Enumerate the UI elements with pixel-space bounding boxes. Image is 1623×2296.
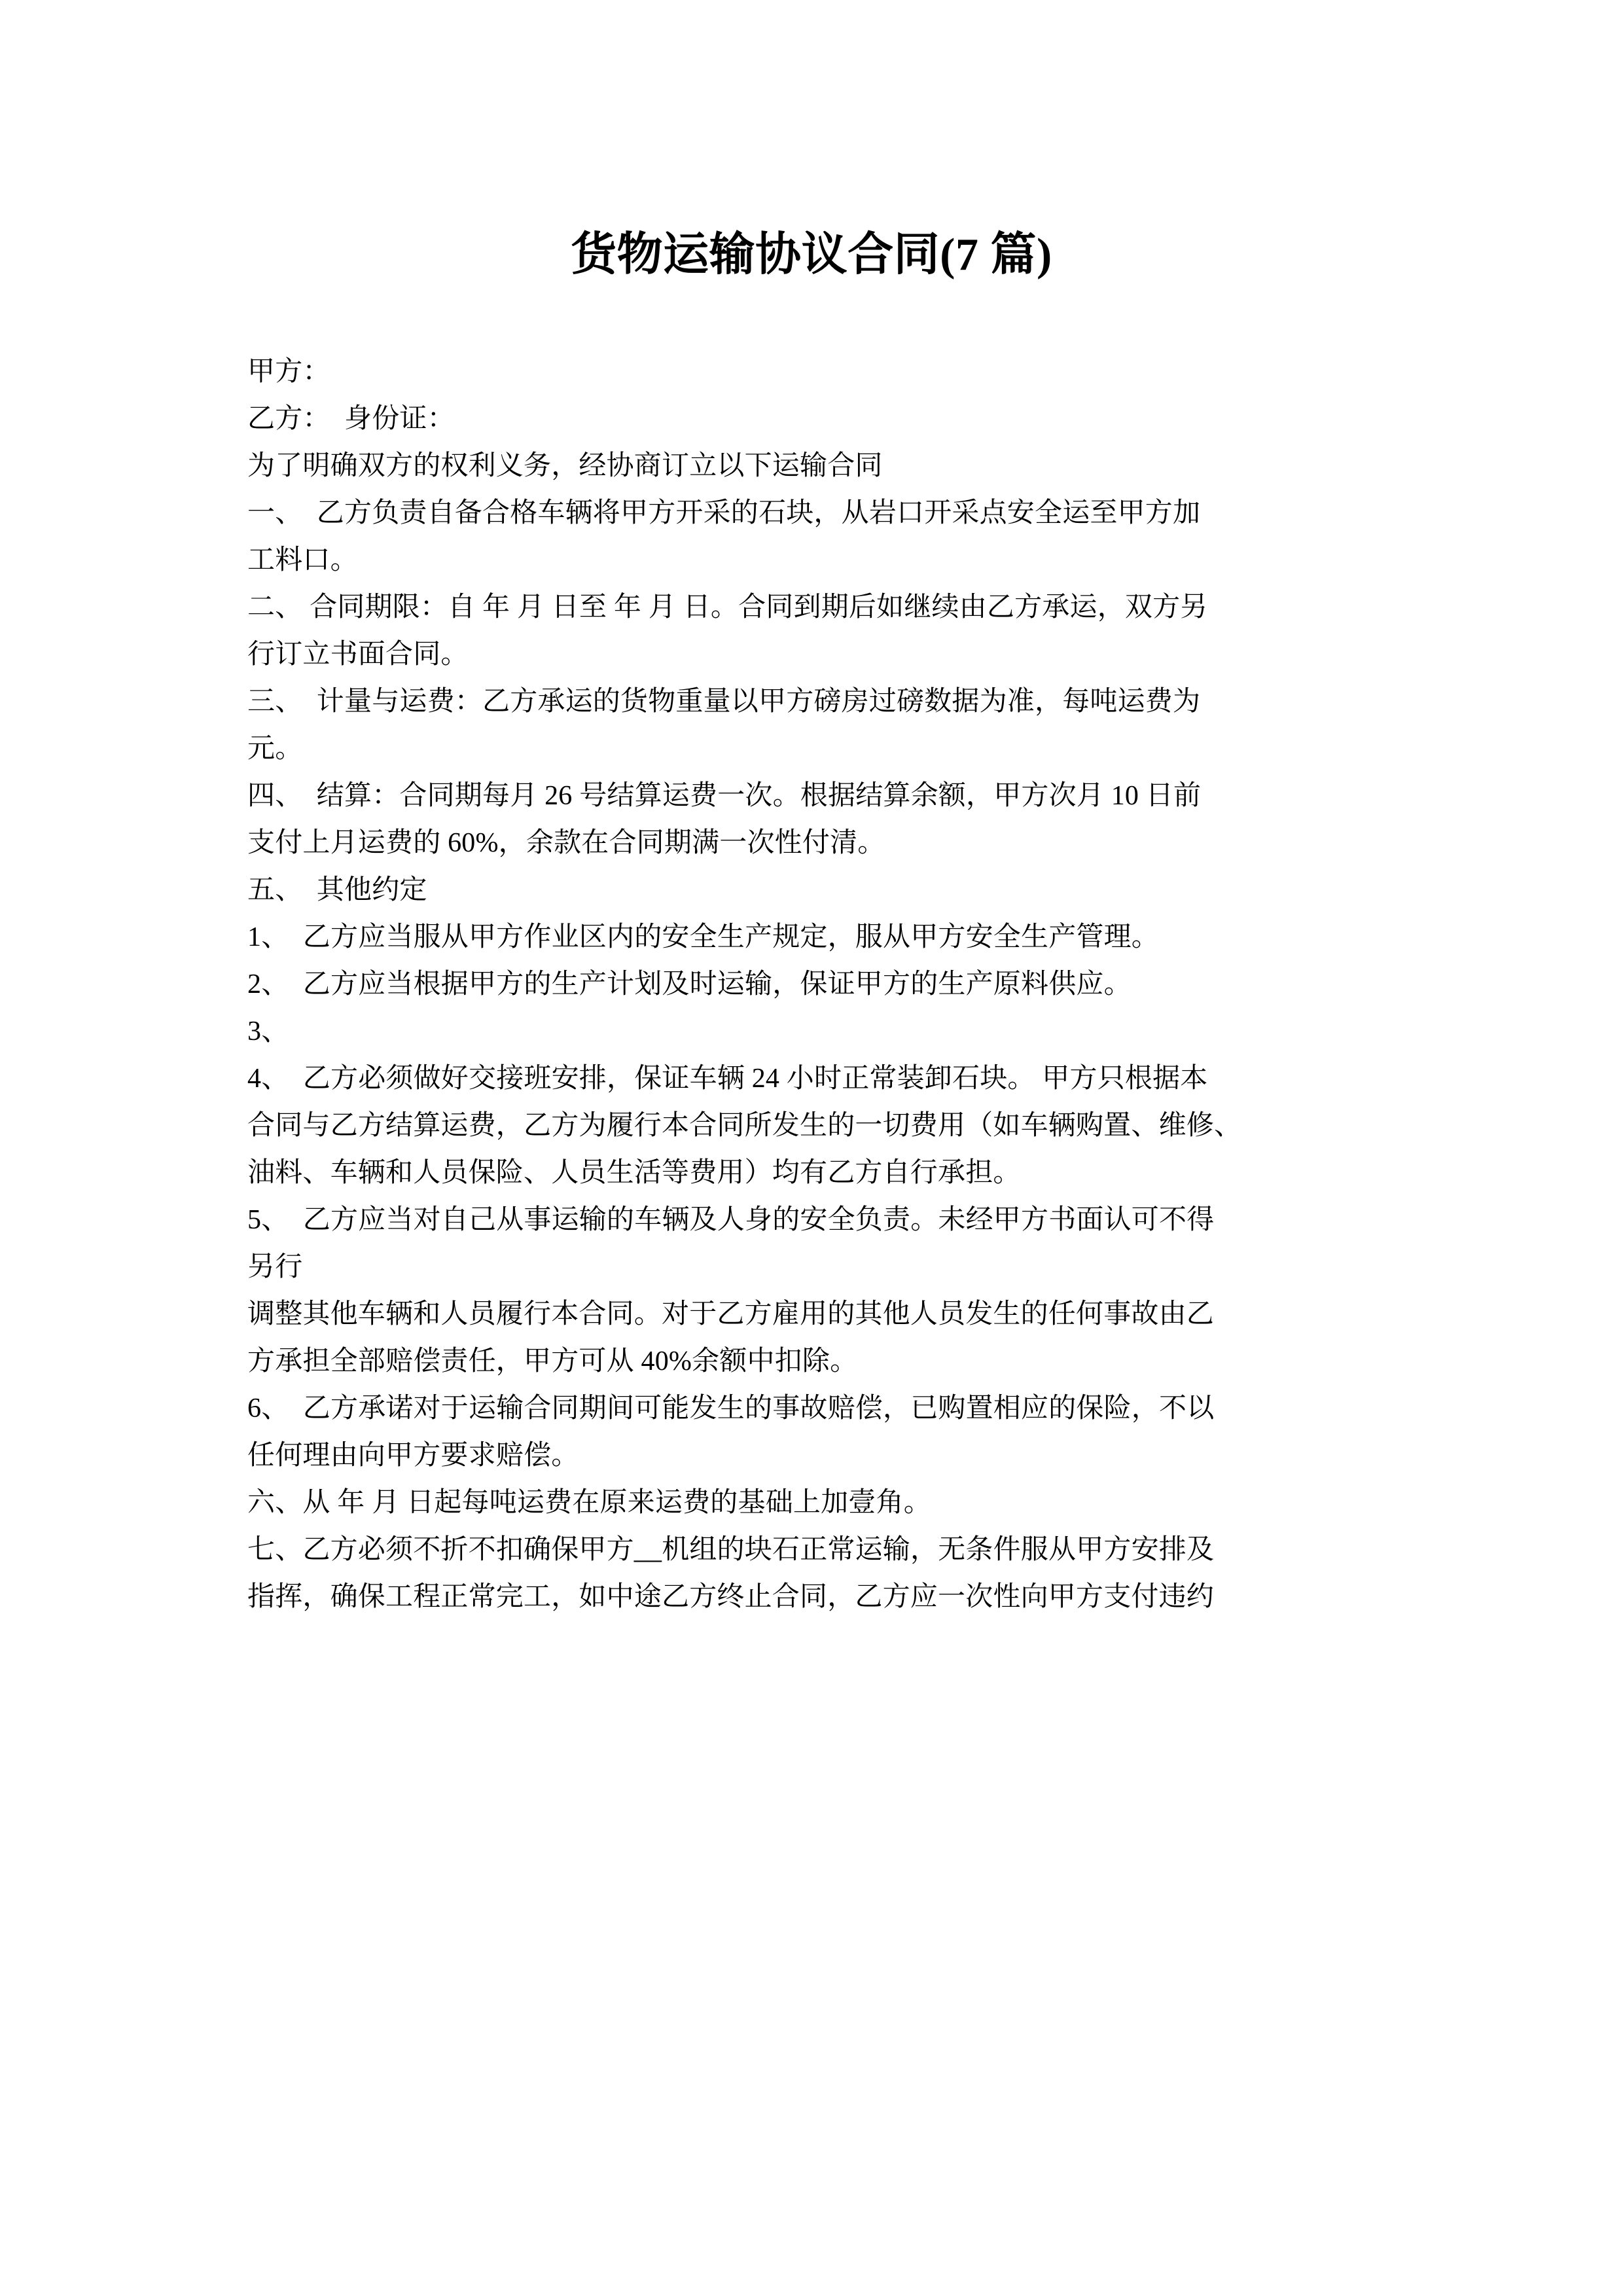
text-line-preamble: 为了明确双方的权利义务，经协商订立以下运输合同 [247,451,883,481]
document-body [247,348,1383,1621]
text-line-clause-7-line-2: 指挥，确保工程正常完工，如中途乙方终止合同，乙方应一次性向甲方支付违约 [247,1582,1215,1612]
text-line-item-5-line-4: 方承担全部赔偿责任，甲方可从 40%余额中扣除。 [247,1346,858,1376]
text-line-item-5-line-2: 另行 [247,1252,303,1282]
text-line-clause-4-line-2: 支付上月运费的 60%，余款在合同期满一次性付清。 [247,828,885,858]
text-line-item-2: 2、 乙方应当根据甲方的生产计划及时运输，保证甲方的生产原料供应。 [247,969,1132,999]
text-line-clause-4-line-1: 四、 结算：合同期每月 26 号结算运费一次。根据结算余额，甲方次月 10 日前 [247,781,1202,811]
text-line-item-3: 3、 [247,1016,289,1047]
text-line-item-1: 1、 乙方应当服从甲方作业区内的安全生产规定，服从甲方安全生产管理。 [247,922,1160,952]
page-title: 货物运输协议合同(7 篇) [571,229,1052,280]
text-line-clause-6: 六、从 年 月 日起每吨运费在原来运费的基础上加壹角。 [247,1488,931,1518]
text-line-item-6-line-2: 任何理由向甲方要求赔偿。 [247,1441,579,1471]
text-line-clause-1-line-2: 工料口。 [247,545,358,575]
text-line-clause-3-line-1: 三、 计量与运费：乙方承运的货物重量以甲方磅房过磅数据为准，每吨运费为 [247,687,1201,717]
text-line-clause-1-line-1: 一、 乙方负责自备合格车辆将甲方开采的石块，从岩口开采点安全运至甲方加 [247,498,1201,528]
text-line-item-5-line-3: 调整其他车辆和人员履行本合同。对于乙方雇用的其他人员发生的任何事故由乙 [247,1299,1215,1329]
text-line-clause-2-line-1: 二、 合同期限：自 年 月 日至 年 月 日。合同到期后如继续由乙方承运，双方另 [247,592,1208,622]
text-line-clause-7-line-1: 七、乙方必须不折不扣确保甲方__机组的块石正常运输，无条件服从甲方安排及 [247,1535,1215,1565]
text-line-item-5-line-1: 5、 乙方应当对自己从事运输的车辆及人身的安全负责。未经甲方书面认可不得 [247,1205,1215,1235]
text-line-item-4-line-1: 4、 乙方必须做好交接班安排，保证车辆 24 小时正常装卸石块。 甲方只根据本 [247,1064,1208,1094]
text-line-party-a: 甲方： [247,357,330,387]
text-line-clause-2-line-2: 行订立书面合同。 [247,639,469,670]
text-line-party-b: 乙方： 身份证： [247,404,455,434]
text-line-clause-3-line-2: 元。 [247,734,303,764]
text-line-item-6-line-1: 6、 乙方承诺对于运输合同期间可能发生的事故赔偿，已购置相应的保险，不以 [247,1393,1215,1424]
text-line-item-4-line-3: 油料、车辆和人员保险、人员生活等费用）均有乙方自行承担。 [247,1158,1021,1188]
text-line-item-4-line-2: 合同与乙方结算运费，乙方为履行本合同所发生的一切费用（如车辆购置、维修、 [247,1111,1242,1141]
text-line-clause-5-heading: 五、 其他约定 [247,875,427,905]
